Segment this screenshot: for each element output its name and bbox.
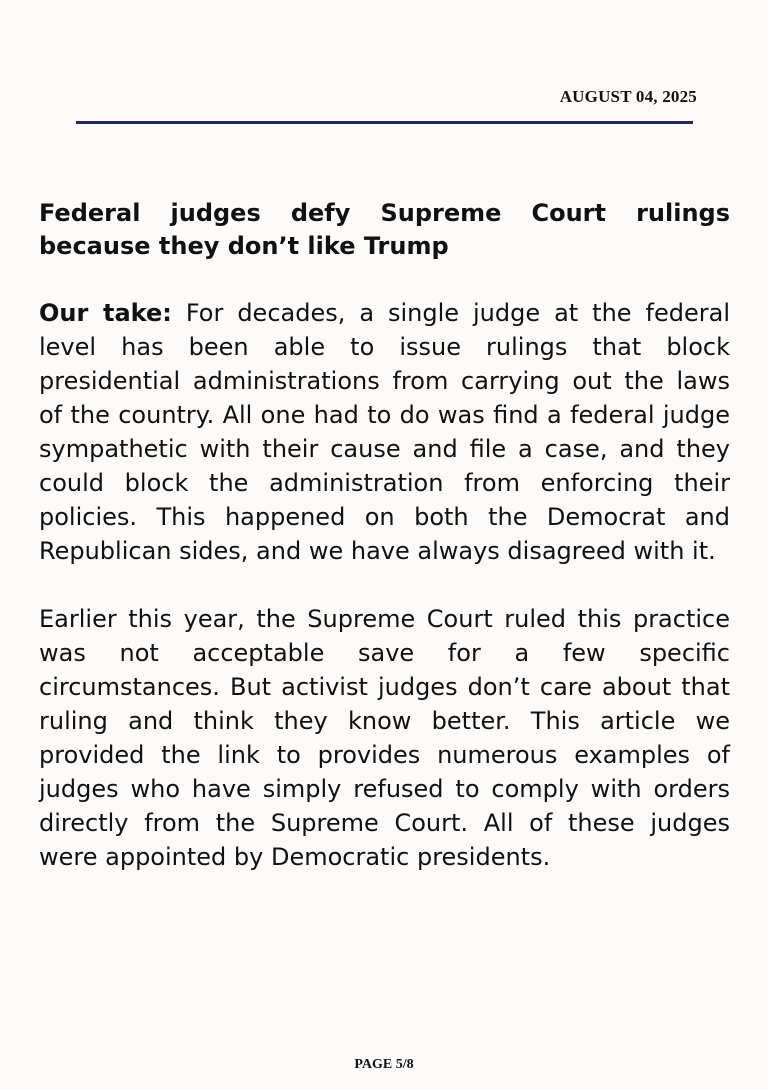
article-paragraph-1 [39,296,730,568]
article-headline: Federal judges defy Supreme Court rulings because they don’t like Trump [39,199,730,260]
our-take-label: Our take: [39,299,172,327]
paragraph-1-text: For decades, a single judge at the federal level has been able to issue rulings that block presidential administrations from carrying out the laws of the country. All one had to do was find a federal judge sympathetic with their cause and file a case, and they could block the administration from enforcing their policies. This happened on both the Democrat and Republican sides, and we have always disagreed with it. [39,299,730,565]
article-paragraph-2: Earlier this year, the Supreme Court ruled this practice was not acceptable save for a few specific circumstances. But activist judges don’t care about that ruling and think they know better. This article we provided the link to provides numerous examples of judges who have simply refused to comply with orders directly from the Supreme Court. All of these judges were appointed by Democratic presidents. [39,605,730,871]
publication-date: AUGUST 04, 2025 [559,87,697,106]
header-divider [76,121,693,124]
article-body [39,197,730,874]
page-number: PAGE 5/8 [354,1057,414,1072]
